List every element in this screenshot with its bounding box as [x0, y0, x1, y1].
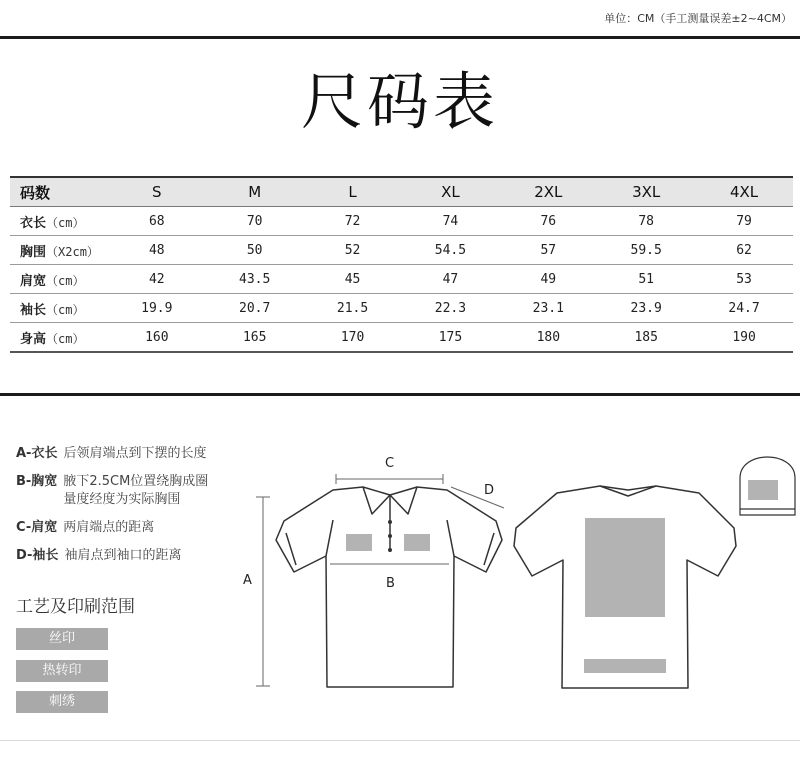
row-unit: （cm） — [46, 331, 85, 346]
table-cell: 170 — [304, 323, 402, 353]
button-icon — [388, 520, 392, 524]
table-cell: 23.9 — [597, 294, 695, 323]
row-name: 肩宽 — [20, 273, 47, 289]
table-cell: 53 — [695, 265, 793, 294]
table-cell: 45 — [304, 265, 402, 294]
craft-title: 工艺及印刷范围 — [16, 597, 135, 617]
row-unit: （X2cm） — [46, 244, 99, 259]
table-cell: 48 — [108, 236, 206, 265]
table-cell: 20.7 — [206, 294, 304, 323]
table-cell: 72 — [304, 207, 402, 236]
size-header-cell: S — [108, 177, 206, 207]
button-icon — [388, 548, 392, 552]
right-chest-print-area — [404, 534, 430, 551]
table-cell: 21.5 — [304, 294, 402, 323]
size-header-cell: 4XL — [695, 177, 793, 207]
table-cell: 62 — [695, 236, 793, 265]
table-cell: 59.5 — [597, 236, 695, 265]
label-d: D — [484, 483, 495, 498]
table-cell: 47 — [402, 265, 500, 294]
table-cell: 180 — [499, 323, 597, 353]
size-header-cell: L — [304, 177, 402, 207]
size-header-label: 码数 — [10, 177, 108, 207]
left-chest-print-area — [346, 534, 372, 551]
table-cell: 165 — [206, 323, 304, 353]
page-title: 尺码表 — [300, 65, 499, 138]
definition-key: B-胸宽 — [16, 474, 58, 489]
table-cell: 190 — [695, 323, 793, 353]
table-cell: 78 — [597, 207, 695, 236]
definition-line: 量度经度为实际胸围 — [63, 492, 181, 507]
table-cell: 76 — [499, 207, 597, 236]
craft-method-badge: 丝印 — [16, 628, 108, 650]
label-a: A — [243, 573, 252, 588]
definition-line: 袖肩点到袖口的距离 — [64, 548, 182, 563]
table-cell: 52 — [304, 236, 402, 265]
table-cell: 51 — [597, 265, 695, 294]
table-cell: 74 — [402, 207, 500, 236]
table-cell: 42 — [108, 265, 206, 294]
table-cell: 23.1 — [499, 294, 597, 323]
size-header-cell: XL — [402, 177, 500, 207]
definition-key: C-肩宽 — [16, 520, 58, 535]
size-header-cell: M — [206, 177, 304, 207]
definition-key: A-衣长 — [16, 446, 58, 461]
row-unit: （cm） — [46, 215, 85, 230]
table-cell: 19.9 — [108, 294, 206, 323]
label-b: B — [386, 576, 395, 591]
back-print-area — [585, 518, 665, 617]
size-header-cell: 3XL — [597, 177, 695, 207]
table-cell: 79 — [695, 207, 793, 236]
table-cell: 160 — [108, 323, 206, 353]
bottom-rule — [0, 740, 800, 741]
table-cell: 22.3 — [402, 294, 500, 323]
table-cell: 57 — [499, 236, 597, 265]
row-unit: （cm） — [46, 302, 85, 317]
cap-print-area — [748, 480, 778, 500]
unit-note: 单位：CM（手工测量误差±2~4CM） — [604, 12, 792, 25]
length-dimension-line — [256, 497, 270, 686]
definition-line: 后领肩端点到下摆的长度 — [63, 446, 207, 461]
table-cell: 68 — [108, 207, 206, 236]
definition-line: 两肩端点的距离 — [63, 520, 155, 535]
size-header-cell: 2XL — [499, 177, 597, 207]
definition-key: D-袖长 — [16, 548, 59, 563]
table-cell: 70 — [206, 207, 304, 236]
table-cell: 175 — [402, 323, 500, 353]
label-c: C — [385, 456, 395, 471]
row-unit: （cm） — [46, 273, 85, 288]
table-cell: 54.5 — [402, 236, 500, 265]
row-name: 胸围 — [20, 244, 47, 260]
button-icon — [388, 534, 392, 538]
row-name: 袖长 — [20, 302, 47, 318]
row-name: 身高 — [20, 331, 47, 347]
table-cell: 49 — [499, 265, 597, 294]
row-name: 衣长 — [20, 215, 47, 231]
craft-method-badge: 刺绣 — [16, 691, 108, 713]
shoulder-dimension-line — [336, 474, 443, 484]
table-cell: 43.5 — [206, 265, 304, 294]
table-cell: 24.7 — [695, 294, 793, 323]
craft-method-badge: 热转印 — [16, 660, 108, 682]
definition-line: 腋下2.5CM位置绕胸成圈 — [63, 474, 209, 489]
table-cell: 185 — [597, 323, 695, 353]
hem-print-area — [584, 659, 666, 673]
table-cell: 50 — [206, 236, 304, 265]
